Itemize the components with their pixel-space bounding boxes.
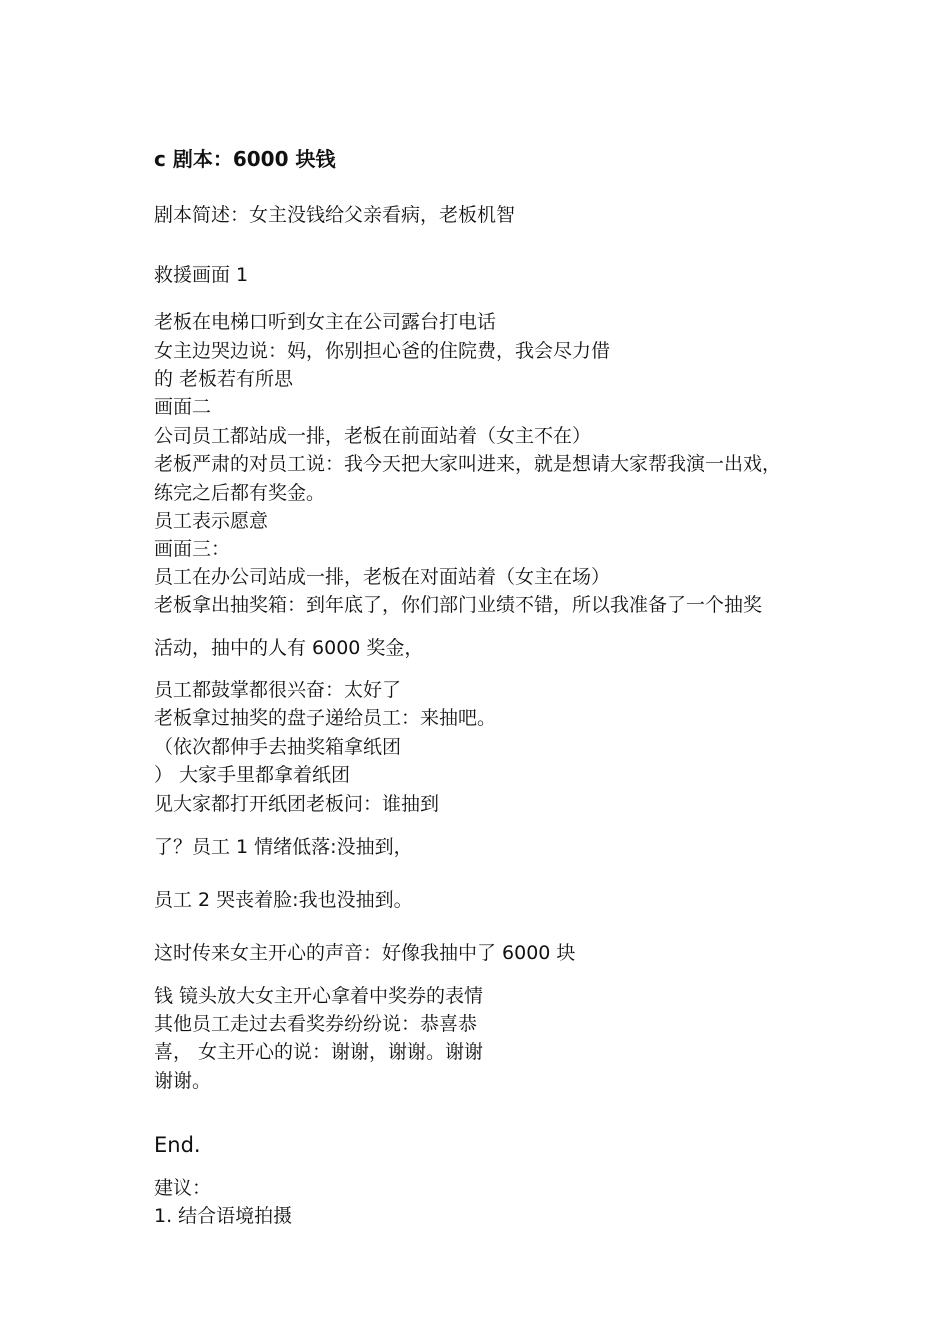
scene-1-heading: 救援画面 1 bbox=[154, 264, 249, 286]
script-line: 钱 镜头放大女主开心拿着中奖券的表情 bbox=[154, 985, 484, 1007]
script-line: 员工在办公司站成一排，老板在对面站着（女主在场） bbox=[154, 566, 611, 588]
script-line: 练完之后都有奖金。 bbox=[154, 482, 326, 504]
script-line: 老板严肃的对员工说：我今天把大家叫进来，就是想请大家帮我演一出戏， bbox=[154, 453, 782, 475]
script-line: 老板拿出抽奖箱：到年底了，你们部门业绩不错，所以我准备了一个抽奖 bbox=[154, 594, 763, 616]
script-line: 了？员工 1 情绪低落:没抽到， bbox=[154, 836, 413, 858]
script-line: 员工表示愿意 bbox=[154, 510, 269, 532]
script-line: （依次都伸手去抽奖箱拿纸团 bbox=[154, 736, 402, 758]
script-line: 见大家都打开纸团老板问：谁抽到 bbox=[154, 793, 440, 815]
script-line: 喜， 女主开心的说：谢谢，谢谢。谢谢 bbox=[154, 1041, 484, 1063]
suggestion-label: 建议： bbox=[154, 1177, 212, 1199]
script-line: 其他员工走过去看奖券纷纷说：恭喜恭 bbox=[154, 1013, 478, 1035]
scene-3-heading: 画面三： bbox=[154, 538, 231, 560]
script-line: 老板在电梯口听到女主在公司露台打电话 bbox=[154, 311, 497, 333]
script-line: 女主边哭边说：妈，你别担心爸的住院费，我会尽力借 bbox=[154, 340, 611, 362]
script-line: 员工都鼓掌都很兴奋：太好了 bbox=[154, 679, 402, 701]
script-line: 老板拿过抽奖的盘子递给员工：来抽吧。 bbox=[154, 707, 497, 729]
script-line: 公司员工都站成一排，老板在前面站着（女主不在） bbox=[154, 425, 592, 447]
script-line: 的 老板若有所思 bbox=[154, 368, 294, 390]
script-line: 谢谢。 bbox=[154, 1070, 212, 1092]
script-line: 这时传来女主开心的声音：好像我抽中了 6000 块 bbox=[154, 942, 576, 964]
script-line: ） 大家手里都拿着纸团 bbox=[154, 764, 351, 786]
script-line: 活动，抽中的人有 6000 奖金， bbox=[154, 637, 424, 659]
end-marker: End. bbox=[154, 1133, 201, 1157]
script-summary: 剧本简述：女主没钱给父亲看病，老板机智 bbox=[154, 204, 516, 226]
script-line: 员工 2 哭丧着脸:我也没抽到。 bbox=[154, 889, 413, 911]
suggestion-item: 1. 结合语境拍摄 bbox=[154, 1205, 293, 1227]
scene-2-heading: 画面二 bbox=[154, 396, 212, 418]
script-title: c 剧本：6000 块钱 bbox=[154, 147, 336, 171]
